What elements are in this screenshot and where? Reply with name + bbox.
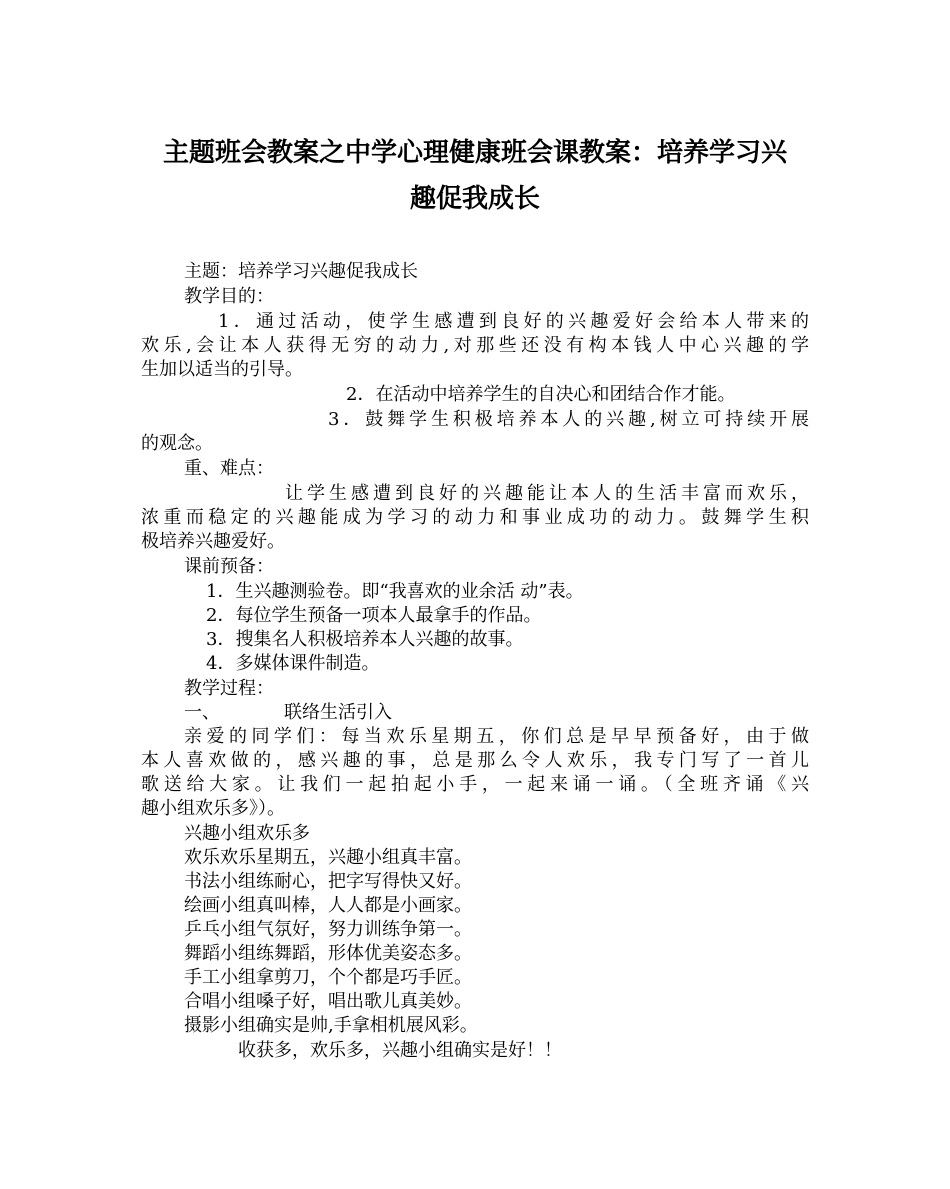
poem-line: 舞蹈小组练舞蹈，形体优美姿态多。 <box>184 943 472 964</box>
poem-line: 乒乓小组气氛好，努力训练争第一。 <box>184 919 472 940</box>
poem-ending: 收获多，欢乐多，兴趣小组确实是好！！ <box>238 1040 562 1061</box>
objective-1-line-3: 生加以适当的引导。 <box>141 359 303 380</box>
keypoints-line-3: 极培养兴趣爱好。 <box>141 531 285 552</box>
prep-item: 4．多媒体课件制造。 <box>206 653 380 674</box>
prep-item: 1．生兴趣测验卷。即“我喜欢的业余活 动”表。 <box>206 581 584 602</box>
poem-line: 欢乐欢乐星期五，兴趣小组真丰富。 <box>184 847 472 868</box>
prep-item: 2．每位学生预备一项本人最拿手的作品。 <box>206 605 542 626</box>
objective-3-line-1: 3．鼓舞学生积极培养本人的兴趣,树立可持续开展 <box>328 409 809 430</box>
section-1-title: 联络生活引入 <box>284 702 392 723</box>
process-heading: 教学过程： <box>184 678 274 699</box>
objective-2: 2．在活动中培养学生的自决心和团结合作才能。 <box>346 384 736 405</box>
keypoints-line-1: 让学生感遭到良好的兴趣能让本人的生活丰富而欢乐， <box>285 483 809 504</box>
objectives-heading: 教学目的： <box>184 286 274 307</box>
poem-line: 手工小组拿剪刀，个个都是巧手匠。 <box>184 967 472 988</box>
intro-line-1: 亲爱的同学们：每当欢乐星期五，你们总是早早预备好，由于做 <box>184 726 809 747</box>
intro-line-2: 本人喜欢做的，感兴趣的事，总是那么令人欢乐，我专门写了一首儿 <box>141 750 809 771</box>
document-title-line-2: 趣促我成长 <box>409 184 540 214</box>
section-1-number: 一、 <box>184 702 220 723</box>
document-title-line-1: 主题班会教案之中学心理健康班会课教案：培养学习兴 <box>162 138 787 168</box>
poem-title: 兴趣小组欢乐多 <box>184 823 310 844</box>
intro-line-3: 歌送给大家。让我们一起拍起小手，一起来诵一诵。（全班齐诵《兴 <box>141 774 809 795</box>
theme-line: 主题：培养学习兴趣促我成长 <box>184 261 418 282</box>
poem-line: 绘画小组真叫棒，人人都是小画家。 <box>184 895 472 916</box>
objective-1-line-2: 欢乐,会让本人获得无穷的动力,对那些还没有构本钱人中心兴趣的学 <box>141 335 809 356</box>
poem-line: 书法小组练耐心，把字写得快又好。 <box>184 871 472 892</box>
intro-line-4: 趣小组欢乐多》）。 <box>141 798 285 819</box>
poem-line: 摄影小组确实是帅,手拿相机展风彩。 <box>184 1015 478 1036</box>
prep-item: 3．搜集名人积极培养本人兴趣的故事。 <box>206 629 524 650</box>
objective-1-line-1: 1．通过活动，使学生感遭到良好的兴趣爱好会给本人带来的 <box>218 311 809 332</box>
poem-line: 合唱小组嗓子好，唱出歌儿真美妙。 <box>184 991 472 1012</box>
keypoints-line-2: 浓重而稳定的兴趣能成为学习的动力和事业成功的动力。鼓舞学生积 <box>141 507 809 528</box>
objective-3-line-2: 的观念。 <box>141 433 213 454</box>
prep-heading: 课前预备： <box>184 556 274 577</box>
keypoints-heading: 重、难点： <box>184 458 274 479</box>
